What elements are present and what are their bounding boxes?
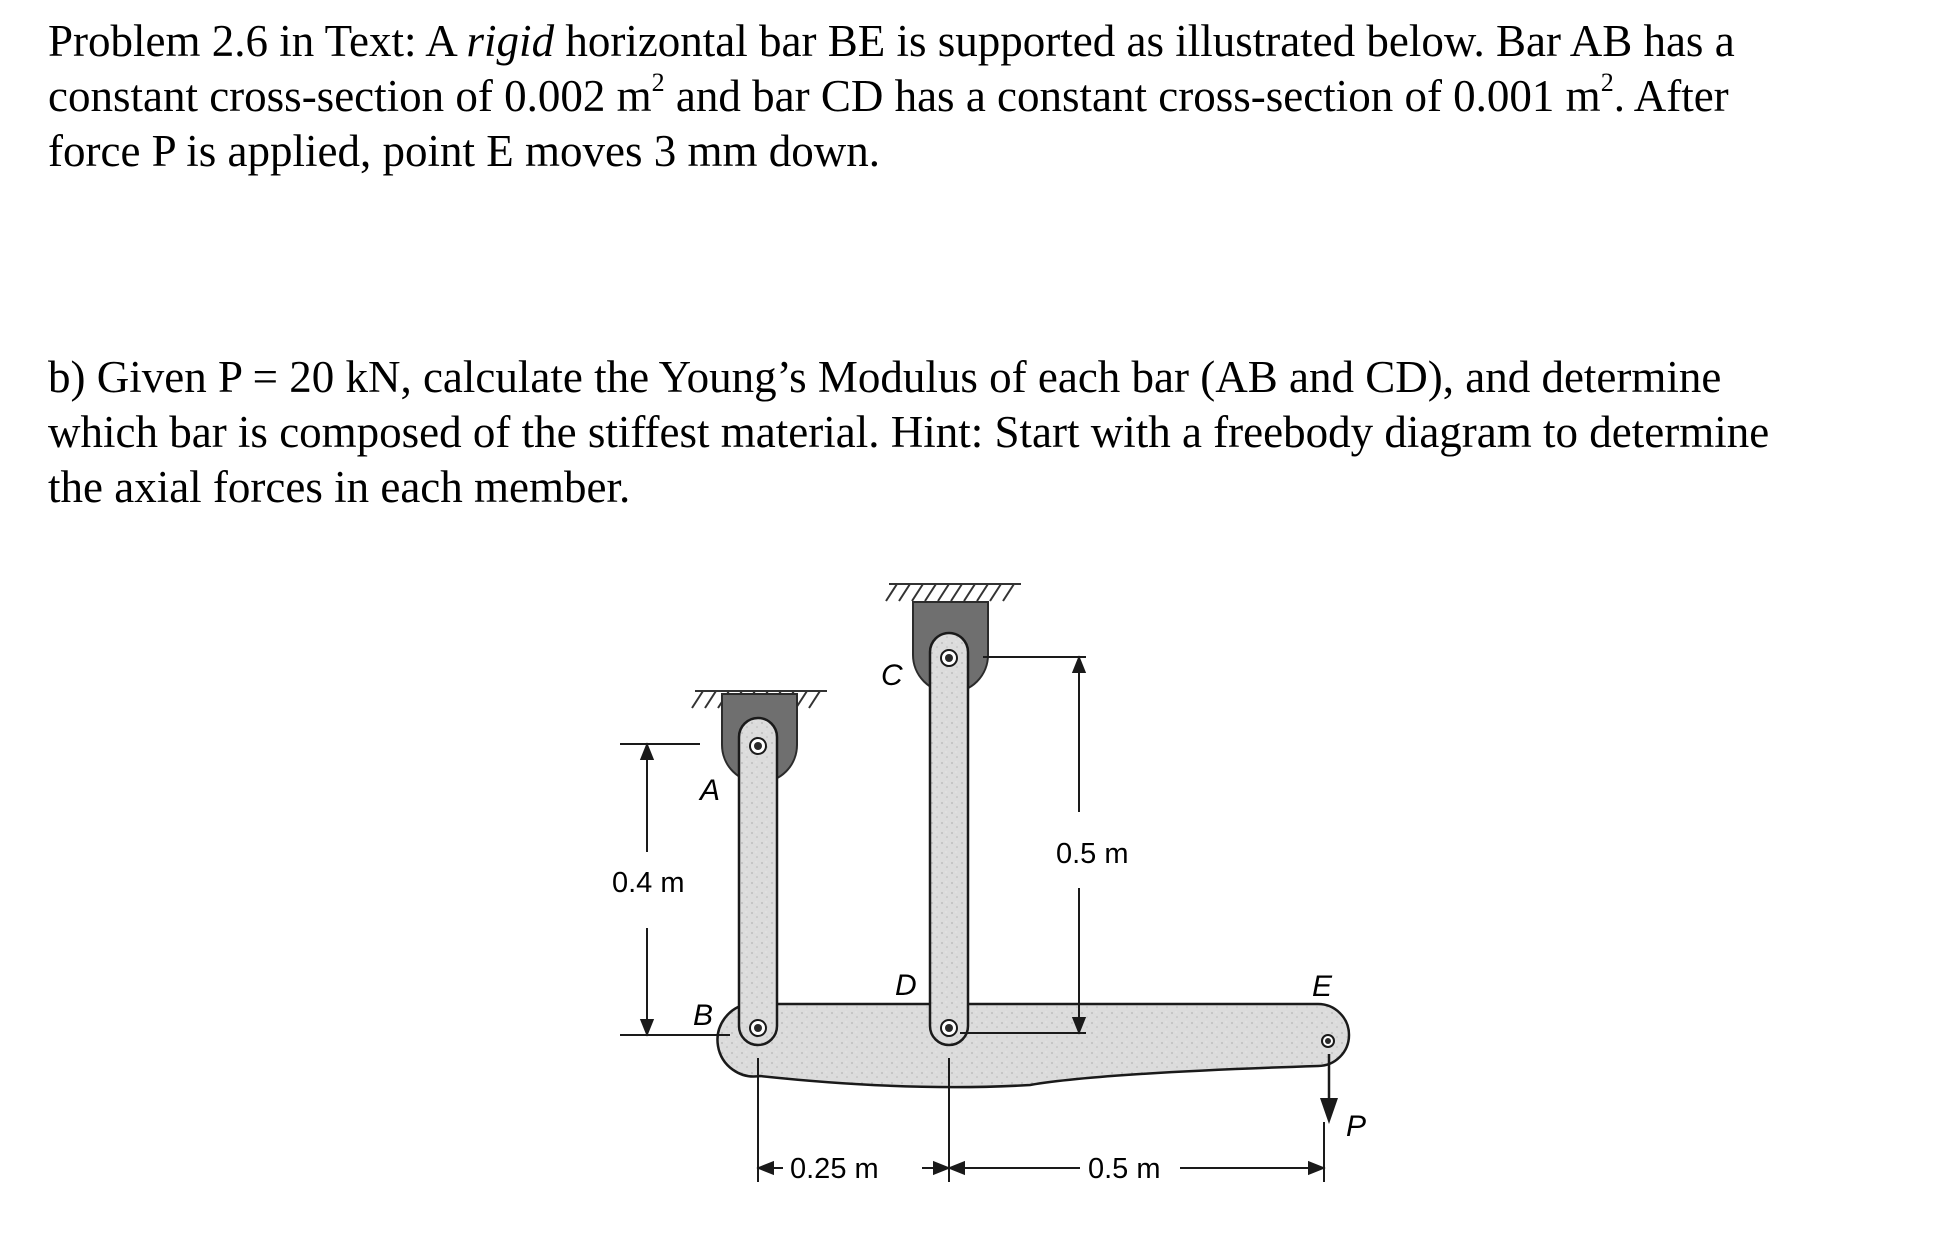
label-point-d: D <box>895 969 917 1002</box>
pin-a <box>750 738 766 754</box>
label-force-p: P <box>1346 1110 1367 1143</box>
label-point-a: A <box>700 774 721 807</box>
bar-ab <box>739 718 777 1045</box>
label-point-b: B <box>693 999 714 1032</box>
superscript-2: 2 <box>651 68 665 97</box>
problem-line-3: force P is applied, point E moves 3 mm down. <box>48 126 880 176</box>
label-dim-bd: 0.25 m <box>790 1153 879 1185</box>
part-b-line-2: which bar is composed of the stiffest material. Hint: Start with a freebody diagram to determine <box>48 407 1770 457</box>
part-b-line-1: b) Given P = 20 kN, calculate the Young’s Modulus of each bar (AB and CD), and determine <box>48 352 1722 402</box>
problem-line-1: Problem 2.6 in Text: A rigid horizontal bar BE is supported as illustrated below. Bar AB has a <box>48 16 1735 66</box>
label-point-e: E <box>1312 970 1333 1003</box>
rigid-bar-be <box>718 1004 1349 1087</box>
label-dim-cd: 0.5 m <box>1056 838 1129 870</box>
part-b-line-3: the axial forces in each member. <box>48 462 631 512</box>
superscript-2: 2 <box>1600 68 1614 97</box>
pin-c <box>941 650 957 666</box>
bar-cd <box>930 633 968 1045</box>
label-dim-de: 0.5 m <box>1088 1153 1161 1185</box>
pin-d <box>941 1020 957 1036</box>
rigid-emphasis: rigid <box>466 16 555 66</box>
ceiling-hatch-c <box>886 584 1021 601</box>
problem-line-2: constant cross-section of 0.002 $m^2$ and bar CD has a constant cross-section of 0.001 $m^2$. After <box>48 68 1729 121</box>
label-dim-ab: 0.4 m <box>612 867 685 899</box>
label-point-c: C <box>881 659 903 692</box>
pin-e <box>1322 1035 1334 1047</box>
pin-b <box>750 1020 766 1036</box>
